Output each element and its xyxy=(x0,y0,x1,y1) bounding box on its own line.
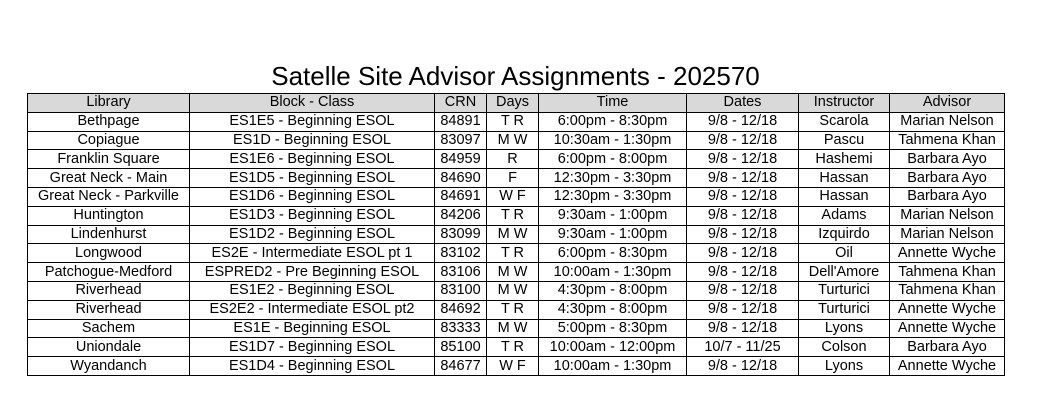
library-cell: Copiague xyxy=(28,131,190,150)
dates-cell: 9/8 - 12/18 xyxy=(687,150,799,169)
dates-cell: 9/8 - 12/18 xyxy=(687,131,799,150)
table-row xyxy=(28,300,1005,319)
table-row xyxy=(28,169,1005,188)
days-cell: M W xyxy=(487,319,539,338)
advisor-cell: Annette Wyche xyxy=(890,357,1005,376)
dates-cell: 9/8 - 12/18 xyxy=(687,319,799,338)
days-cell: M W xyxy=(487,263,539,282)
time-cell: 9:30am - 1:00pm xyxy=(539,225,687,244)
table-row xyxy=(28,131,1005,150)
column-header-library: Library xyxy=(28,94,190,113)
advisor-cell: Annette Wyche xyxy=(890,319,1005,338)
instructor-cell: Lyons xyxy=(799,357,890,376)
crn-cell: 84891 xyxy=(435,112,487,131)
advisor-cell: Tahmena Khan xyxy=(890,281,1005,300)
advisor-cell: Tahmena Khan xyxy=(890,263,1005,282)
crn-cell: 84206 xyxy=(435,206,487,225)
instructor-cell: Dell'Amore xyxy=(799,263,890,282)
instructor-cell: Colson xyxy=(799,338,890,357)
crn-cell: 83097 xyxy=(435,131,487,150)
library-cell: Sachem xyxy=(28,319,190,338)
table-row xyxy=(28,206,1005,225)
table-body xyxy=(28,112,1005,375)
block-class-cell: ES1D7 - Beginning ESOL xyxy=(190,338,435,357)
column-header-crn: CRN xyxy=(435,94,487,113)
block-class-cell: ES1D - Beginning ESOL xyxy=(190,131,435,150)
library-cell: Wyandanch xyxy=(28,357,190,376)
block-class-cell: ES1D3 - Beginning ESOL xyxy=(190,206,435,225)
instructor-cell: Adams xyxy=(799,206,890,225)
column-header-block-class: Block - Class xyxy=(190,94,435,113)
table-row xyxy=(28,281,1005,300)
crn-cell: 83106 xyxy=(435,263,487,282)
advisor-cell: Marian Nelson xyxy=(890,112,1005,131)
library-cell: Riverhead xyxy=(28,300,190,319)
time-cell: 10:30am - 1:30pm xyxy=(539,131,687,150)
crn-cell: 84690 xyxy=(435,169,487,188)
time-cell: 6:00pm - 8:00pm xyxy=(539,150,687,169)
dates-cell: 9/8 - 12/18 xyxy=(687,244,799,263)
time-cell: 12:30pm - 3:30pm xyxy=(539,187,687,206)
days-cell: T R xyxy=(487,300,539,319)
library-cell: Huntington xyxy=(28,206,190,225)
table-row xyxy=(28,244,1005,263)
column-header-instructor: Instructor xyxy=(799,94,890,113)
block-class-cell: ES1D4 - Beginning ESOL xyxy=(190,357,435,376)
assignments-table xyxy=(27,93,1005,376)
time-cell: 4:30pm - 8:00pm xyxy=(539,300,687,319)
library-cell: Longwood xyxy=(28,244,190,263)
block-class-cell: ES1E5 - Beginning ESOL xyxy=(190,112,435,131)
instructor-cell: Turturici xyxy=(799,300,890,319)
block-class-cell: ES1D5 - Beginning ESOL xyxy=(190,169,435,188)
time-cell: 10:00am - 12:00pm xyxy=(539,338,687,357)
table-row xyxy=(28,357,1005,376)
column-header-time: Time xyxy=(539,94,687,113)
time-cell: 10:00am - 1:30pm xyxy=(539,263,687,282)
advisor-cell: Barbara Ayo xyxy=(890,187,1005,206)
instructor-cell: Hassan xyxy=(799,187,890,206)
instructor-cell: Lyons xyxy=(799,319,890,338)
table-row xyxy=(28,187,1005,206)
block-class-cell: ES1E6 - Beginning ESOL xyxy=(190,150,435,169)
block-class-cell: ES1D2 - Beginning ESOL xyxy=(190,225,435,244)
instructor-cell: Turturici xyxy=(799,281,890,300)
days-cell: W F xyxy=(487,187,539,206)
time-cell: 10:00am - 1:30pm xyxy=(539,357,687,376)
advisor-cell: Annette Wyche xyxy=(890,244,1005,263)
advisor-cell: Marian Nelson xyxy=(890,206,1005,225)
time-cell: 4:30pm - 8:00pm xyxy=(539,281,687,300)
days-cell: T R xyxy=(487,206,539,225)
instructor-cell: Izquirdo xyxy=(799,225,890,244)
library-cell: Riverhead xyxy=(28,281,190,300)
block-class-cell: ESPRED2 - Pre Beginning ESOL xyxy=(190,263,435,282)
advisor-cell: Tahmena Khan xyxy=(890,131,1005,150)
library-cell: Uniondale xyxy=(28,338,190,357)
days-cell: T R xyxy=(487,338,539,357)
library-cell: Lindenhurst xyxy=(28,225,190,244)
instructor-cell: Oil xyxy=(799,244,890,263)
block-class-cell: ES2E2 - Intermediate ESOL pt2 xyxy=(190,300,435,319)
crn-cell: 84677 xyxy=(435,357,487,376)
dates-cell: 9/8 - 12/18 xyxy=(687,206,799,225)
days-cell: T R xyxy=(487,112,539,131)
block-class-cell: ES1D6 - Beginning ESOL xyxy=(190,187,435,206)
dates-cell: 9/8 - 12/18 xyxy=(687,169,799,188)
library-cell: Franklin Square xyxy=(28,150,190,169)
advisor-cell: Barbara Ayo xyxy=(890,150,1005,169)
dates-cell: 9/8 - 12/18 xyxy=(687,281,799,300)
crn-cell: 83102 xyxy=(435,244,487,263)
days-cell: M W xyxy=(487,131,539,150)
table-row xyxy=(28,225,1005,244)
library-cell: Great Neck - Main xyxy=(28,169,190,188)
dates-cell: 9/8 - 12/18 xyxy=(687,357,799,376)
time-cell: 6:00pm - 8:30pm xyxy=(539,244,687,263)
library-cell: Great Neck - Parkville xyxy=(28,187,190,206)
advisor-cell: Marian Nelson xyxy=(890,225,1005,244)
crn-cell: 83100 xyxy=(435,281,487,300)
dates-cell: 9/8 - 12/18 xyxy=(687,187,799,206)
library-cell: Patchogue-Medford xyxy=(28,263,190,282)
table-row xyxy=(28,112,1005,131)
crn-cell: 85100 xyxy=(435,338,487,357)
header-row xyxy=(28,94,1005,113)
advisor-cell: Annette Wyche xyxy=(890,300,1005,319)
column-header-advisor: Advisor xyxy=(890,94,1005,113)
dates-cell: 9/8 - 12/18 xyxy=(687,263,799,282)
column-header-days: Days xyxy=(487,94,539,113)
table-row xyxy=(28,263,1005,282)
block-class-cell: ES1E - Beginning ESOL xyxy=(190,319,435,338)
page-title: Satelle Site Advisor Assignments - 202570 xyxy=(271,61,760,91)
instructor-cell: Hassan xyxy=(799,169,890,188)
days-cell: F xyxy=(487,169,539,188)
table-row xyxy=(28,319,1005,338)
days-cell: R xyxy=(487,150,539,169)
library-cell: Bethpage xyxy=(28,112,190,131)
days-cell: M W xyxy=(487,225,539,244)
dates-cell: 9/8 - 12/18 xyxy=(687,225,799,244)
crn-cell: 84959 xyxy=(435,150,487,169)
block-class-cell: ES2E - Intermediate ESOL pt 1 xyxy=(190,244,435,263)
dates-cell: 9/8 - 12/18 xyxy=(687,300,799,319)
time-cell: 5:00pm - 8:30pm xyxy=(539,319,687,338)
dates-cell: 9/8 - 12/18 xyxy=(687,112,799,131)
column-header-dates: Dates xyxy=(687,94,799,113)
time-cell: 12:30pm - 3:30pm xyxy=(539,169,687,188)
advisor-cell: Barbara Ayo xyxy=(890,338,1005,357)
block-class-cell: ES1E2 - Beginning ESOL xyxy=(190,281,435,300)
dates-cell: 10/7 - 11/25 xyxy=(687,338,799,357)
table-row xyxy=(28,150,1005,169)
crn-cell: 83333 xyxy=(435,319,487,338)
crn-cell: 84692 xyxy=(435,300,487,319)
days-cell: M W xyxy=(487,281,539,300)
crn-cell: 83099 xyxy=(435,225,487,244)
table-row xyxy=(28,338,1005,357)
instructor-cell: Scarola xyxy=(799,112,890,131)
time-cell: 6:00pm - 8:30pm xyxy=(539,112,687,131)
instructor-cell: Hashemi xyxy=(799,150,890,169)
crn-cell: 84691 xyxy=(435,187,487,206)
instructor-cell: Pascu xyxy=(799,131,890,150)
days-cell: W F xyxy=(487,357,539,376)
days-cell: T R xyxy=(487,244,539,263)
time-cell: 9:30am - 1:00pm xyxy=(539,206,687,225)
advisor-cell: Barbara Ayo xyxy=(890,169,1005,188)
